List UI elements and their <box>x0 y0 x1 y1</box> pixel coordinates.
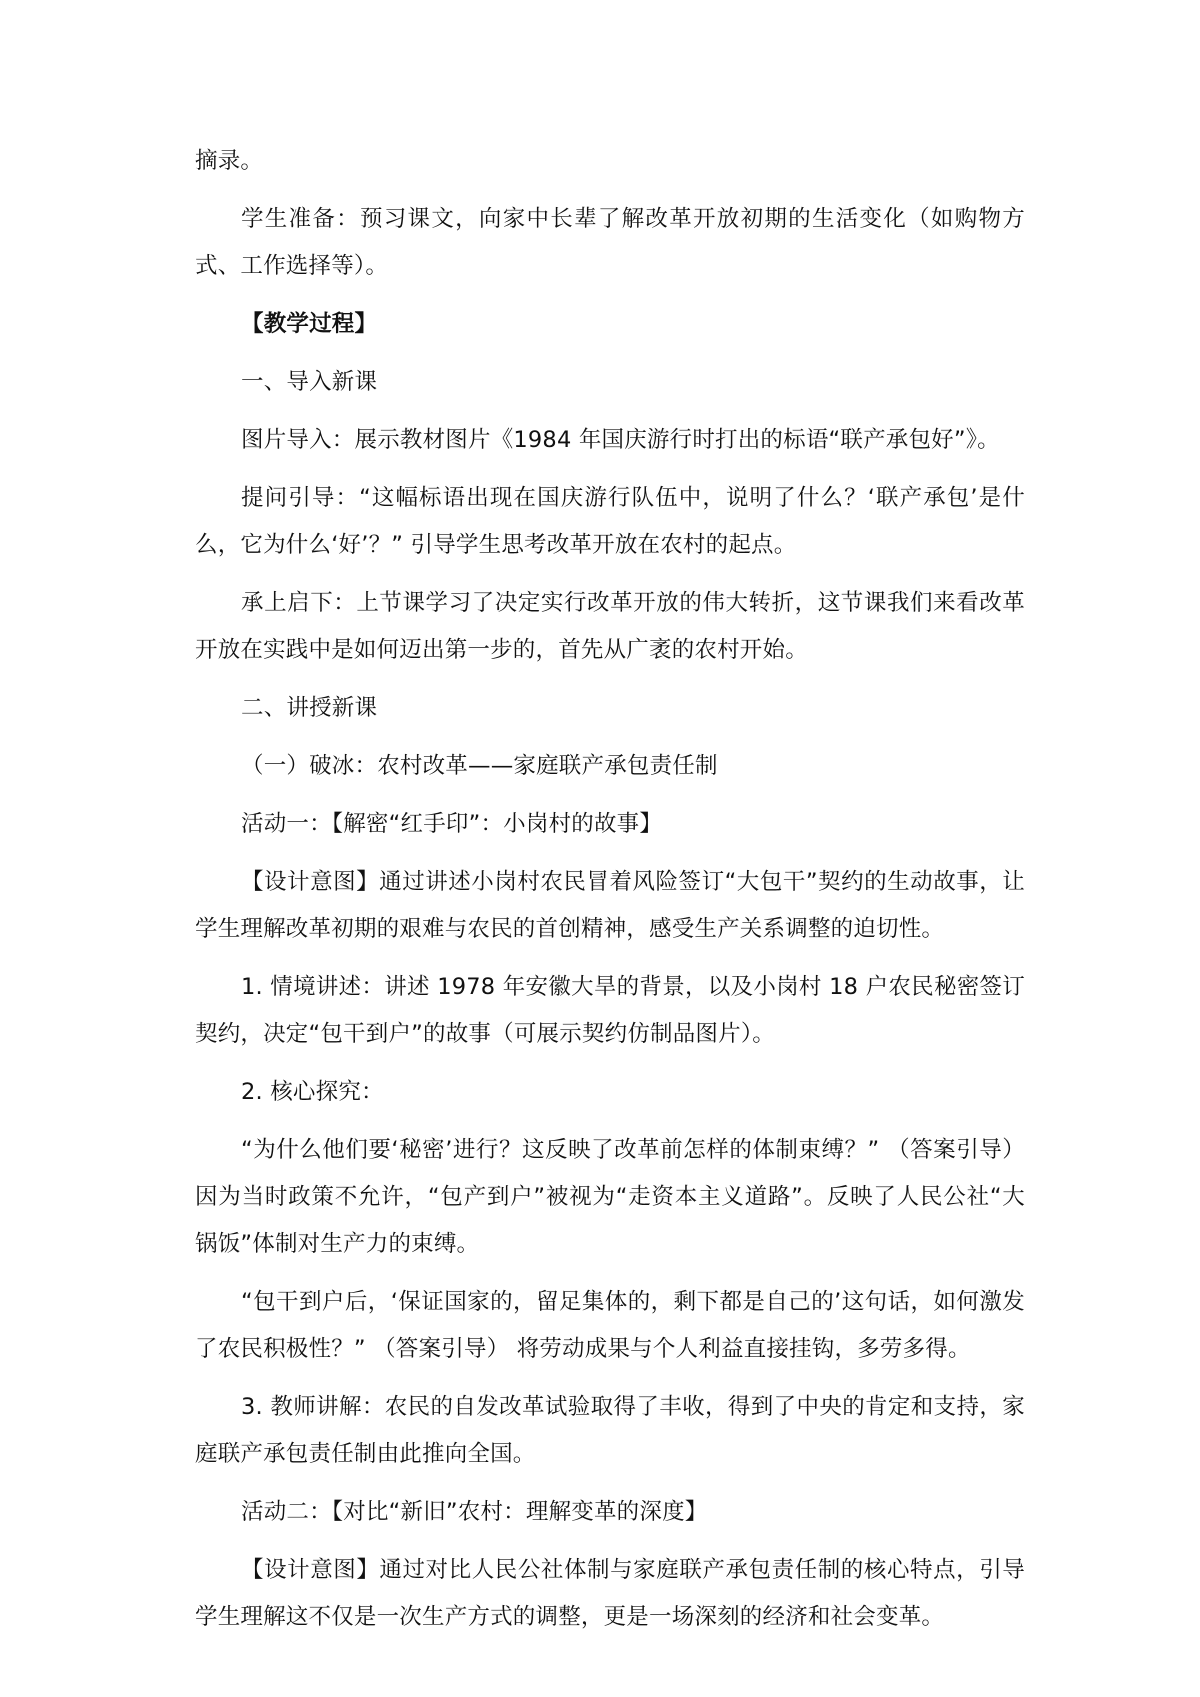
paragraph-image-intro: 图片导入：展示教材图片《1984 年国庆游行时打出的标语“联产承包好”》。 <box>241 427 1000 453</box>
paragraph-design-intent-1: 【设计意图】通过讲述小岗村农民冒着风险签订“大包干”契约的生动故事，让学生理解改革初期的艰难与农民的首创精神，感受生产关系调整的迫切性。 <box>195 869 1025 942</box>
document-body <box>195 138 1025 1652</box>
heading-introduction: 一、导入新课 <box>241 369 378 395</box>
list-item-3-teacher-explain: 3. 教师讲解：农民的自发改革试验取得了丰收，得到了中央的肯定和支持，家庭联产承包责任制由此推向全国。 <box>195 1394 1025 1467</box>
paragraph-inquiry-question-2: “包干到户后，‘保证国家的，留足集体的，剩下都是自己的’这句话，如何激发了农民积极性？” （答案引导） 将劳动成果与个人利益直接挂钩，多劳多得。 <box>195 1289 1025 1362</box>
paragraph-question-guide: 提问引导：“这幅标语出现在国庆游行队伍中，说明了什么？‘联产承包’是什么，它为什么‘好’？” 引导学生思考改革开放在农村的起点。 <box>195 485 1025 558</box>
heading-new-lesson: 二、讲授新课 <box>241 695 378 721</box>
paragraph-transition: 承上启下：上节课学习了决定实行改革开放的伟大转折，这节课我们来看改革开放在实践中是如何迈出第一步的，首先从广袤的农村开始。 <box>195 590 1025 663</box>
section-heading-teaching-process: 【教学过程】 <box>241 311 378 337</box>
activity-one-title: 活动一：【解密“红手印”：小岗村的故事】 <box>241 811 663 837</box>
list-item-2-core-inquiry: 2. 核心探究： <box>241 1079 384 1105</box>
activity-two-title: 活动二：【对比“新旧”农村：理解变革的深度】 <box>241 1499 708 1525</box>
paragraph-inquiry-question-1: “为什么他们要‘秘密’进行？这反映了改革前怎样的体制束缚？” （答案引导） 因为当时政策不允许，“包产到户”被视为“走资本主义道路”。反映了人民公社“大锅饭”体制对生产力的束缚。 <box>195 1137 1025 1257</box>
subheading-rural-reform: （一）破冰：农村改革——家庭联产承包责任制 <box>241 753 718 779</box>
paragraph-excerpt-end: 摘录。 <box>195 148 264 174</box>
paragraph-design-intent-2: 【设计意图】通过对比人民公社体制与家庭联产承包责任制的核心特点，引导学生理解这不仅是一次生产方式的调整，更是一场深刻的经济和社会变革。 <box>195 1557 1025 1630</box>
list-item-1-situation: 1. 情境讲述：讲述 1978 年安徽大旱的背景，以及小岗村 18 户农民秘密签订契约，决定“包干到户”的故事（可展示契约仿制品图片）。 <box>195 974 1025 1047</box>
paragraph-student-prep: 学生准备：预习课文，向家中长辈了解改革开放初期的生活变化（如购物方式、工作选择等）。 <box>195 206 1025 279</box>
